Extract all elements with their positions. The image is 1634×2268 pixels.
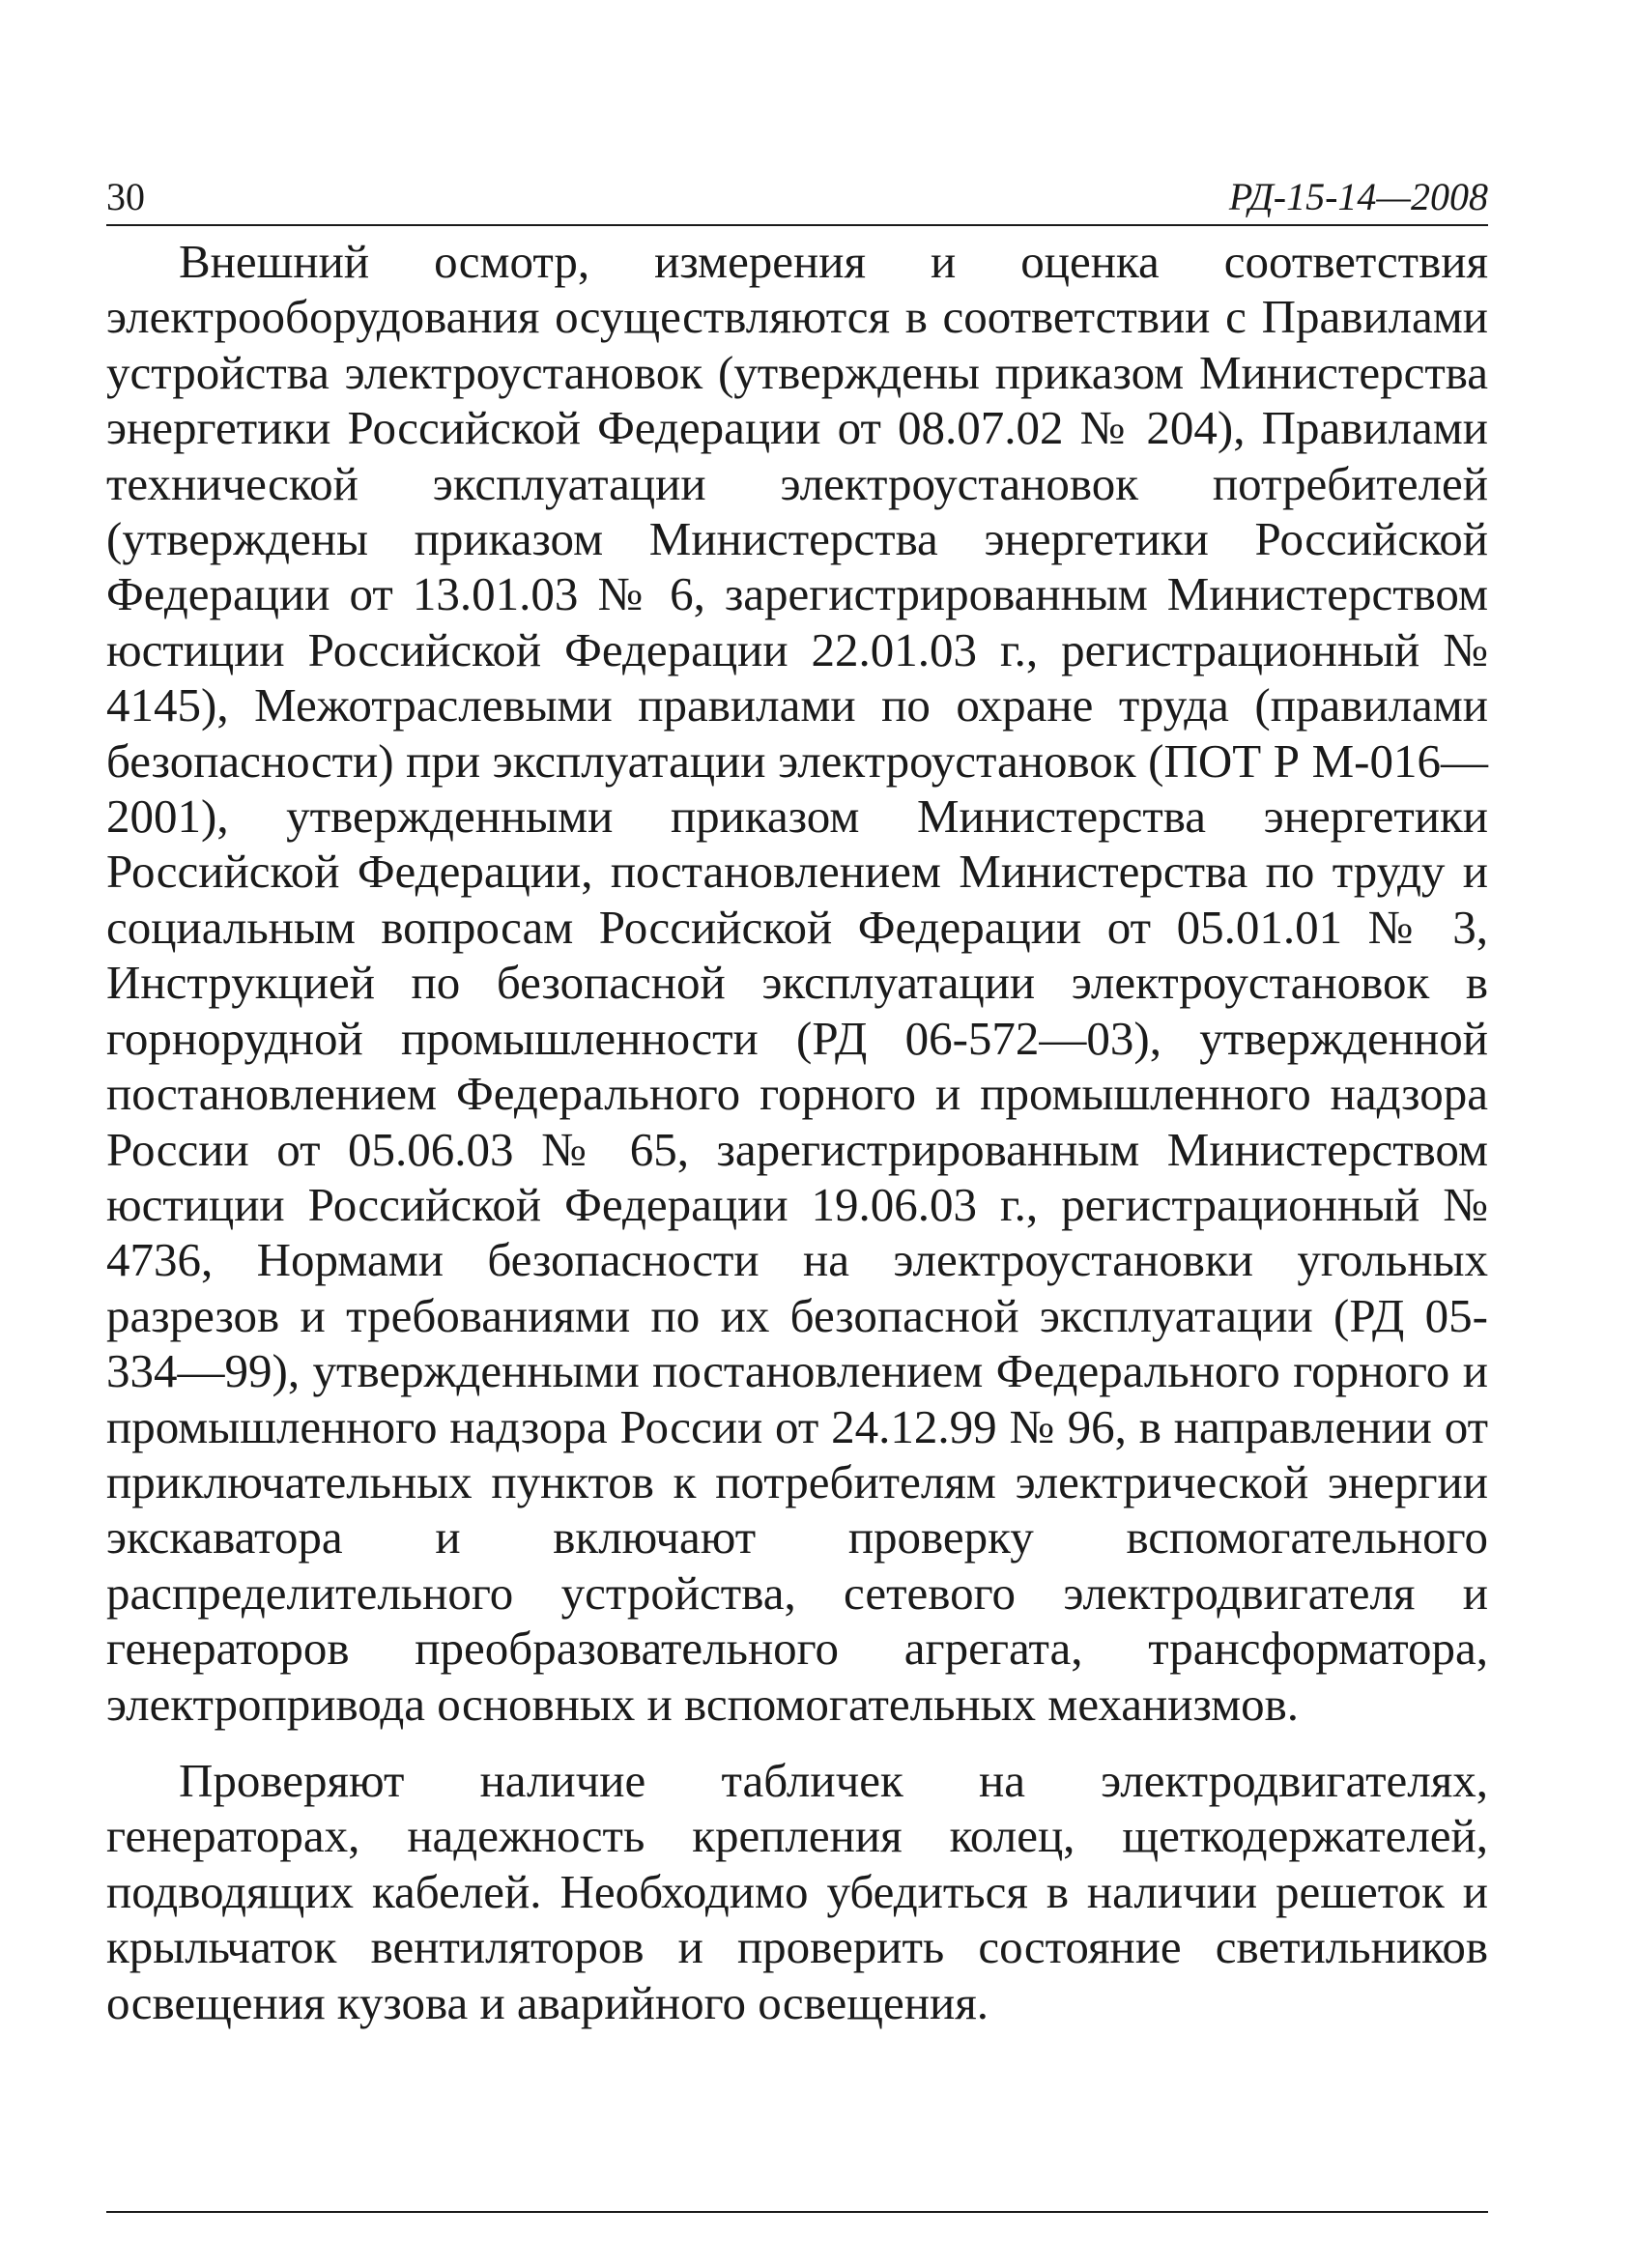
paragraph: Внешний осмотр, измерения и оценка соответствия электрооборудования осуществляются в соответствии с Правилами устройства электроустановок (утверждены приказом Министерства энергетики Российской Федерации от 08.07.02 № 204), Правилами технической эксплуатации электроустановок потребителей (утверждены приказом Министерства энергетики Российской Федерации от 13.01.03 № 6, зарегистрированным Министерством юстиции Российской Федерации 22.01.03 г., регистрационный № 4145), Межотраслевыми правилами по охране труда (правилами безопасности) при эксплуатации электроустановок (ПОТ Р М-016—2001), утвержденными приказом Министерства энергетики Российской Федерации, постановлением Министерства по труду и социальным вопросам Российской Федерации от 05.01.01 № 3, Инструкцией по безопасной эксплуатации электроустановок в горнорудной промышленности (РД 06-572—03), утвержденной постановлением Федерального горного и промышленного надзора России от 05.06.03 № 65, зарегистрированным Министерством юстиции Российской Федерации 19.06.03 г., регистрационный № 4736, Нормами безопасности на электроустановки угольных разрезов и требованиями по их безопасной эксплуатации (РД 05-334—99), утвержденными постановлением Федерального горного и промышленного надзора России от 24.12.99 № 96, в направлении от приключательных пунктов к потребителям электрической энергии экскаватора и включают проверку вспомогательного распределительного устройства, сетевого электродвигателя и генераторов преобразовательного агрегата, трансформатора, электропривода основных и вспомогательных механизмов.	[106, 235, 1488, 1731]
running-header	[106, 174, 1488, 226]
paragraph: Проверяют наличие табличек на электродвигателях, генераторах, надежность крепления колец, щеткодержателей, подводящих кабелей. Необходимо убедиться в наличии решеток и крыльчаток вентиляторов и проверить состояние светильников освещения кузова и аварийного освещения.	[106, 1753, 1488, 2029]
document-page	[106, 174, 1488, 2030]
document-code: РД-15-14—2008	[1228, 175, 1488, 218]
footer-rule	[106, 2211, 1488, 2213]
body-text	[106, 234, 1488, 2030]
page-number: 30	[106, 175, 145, 218]
